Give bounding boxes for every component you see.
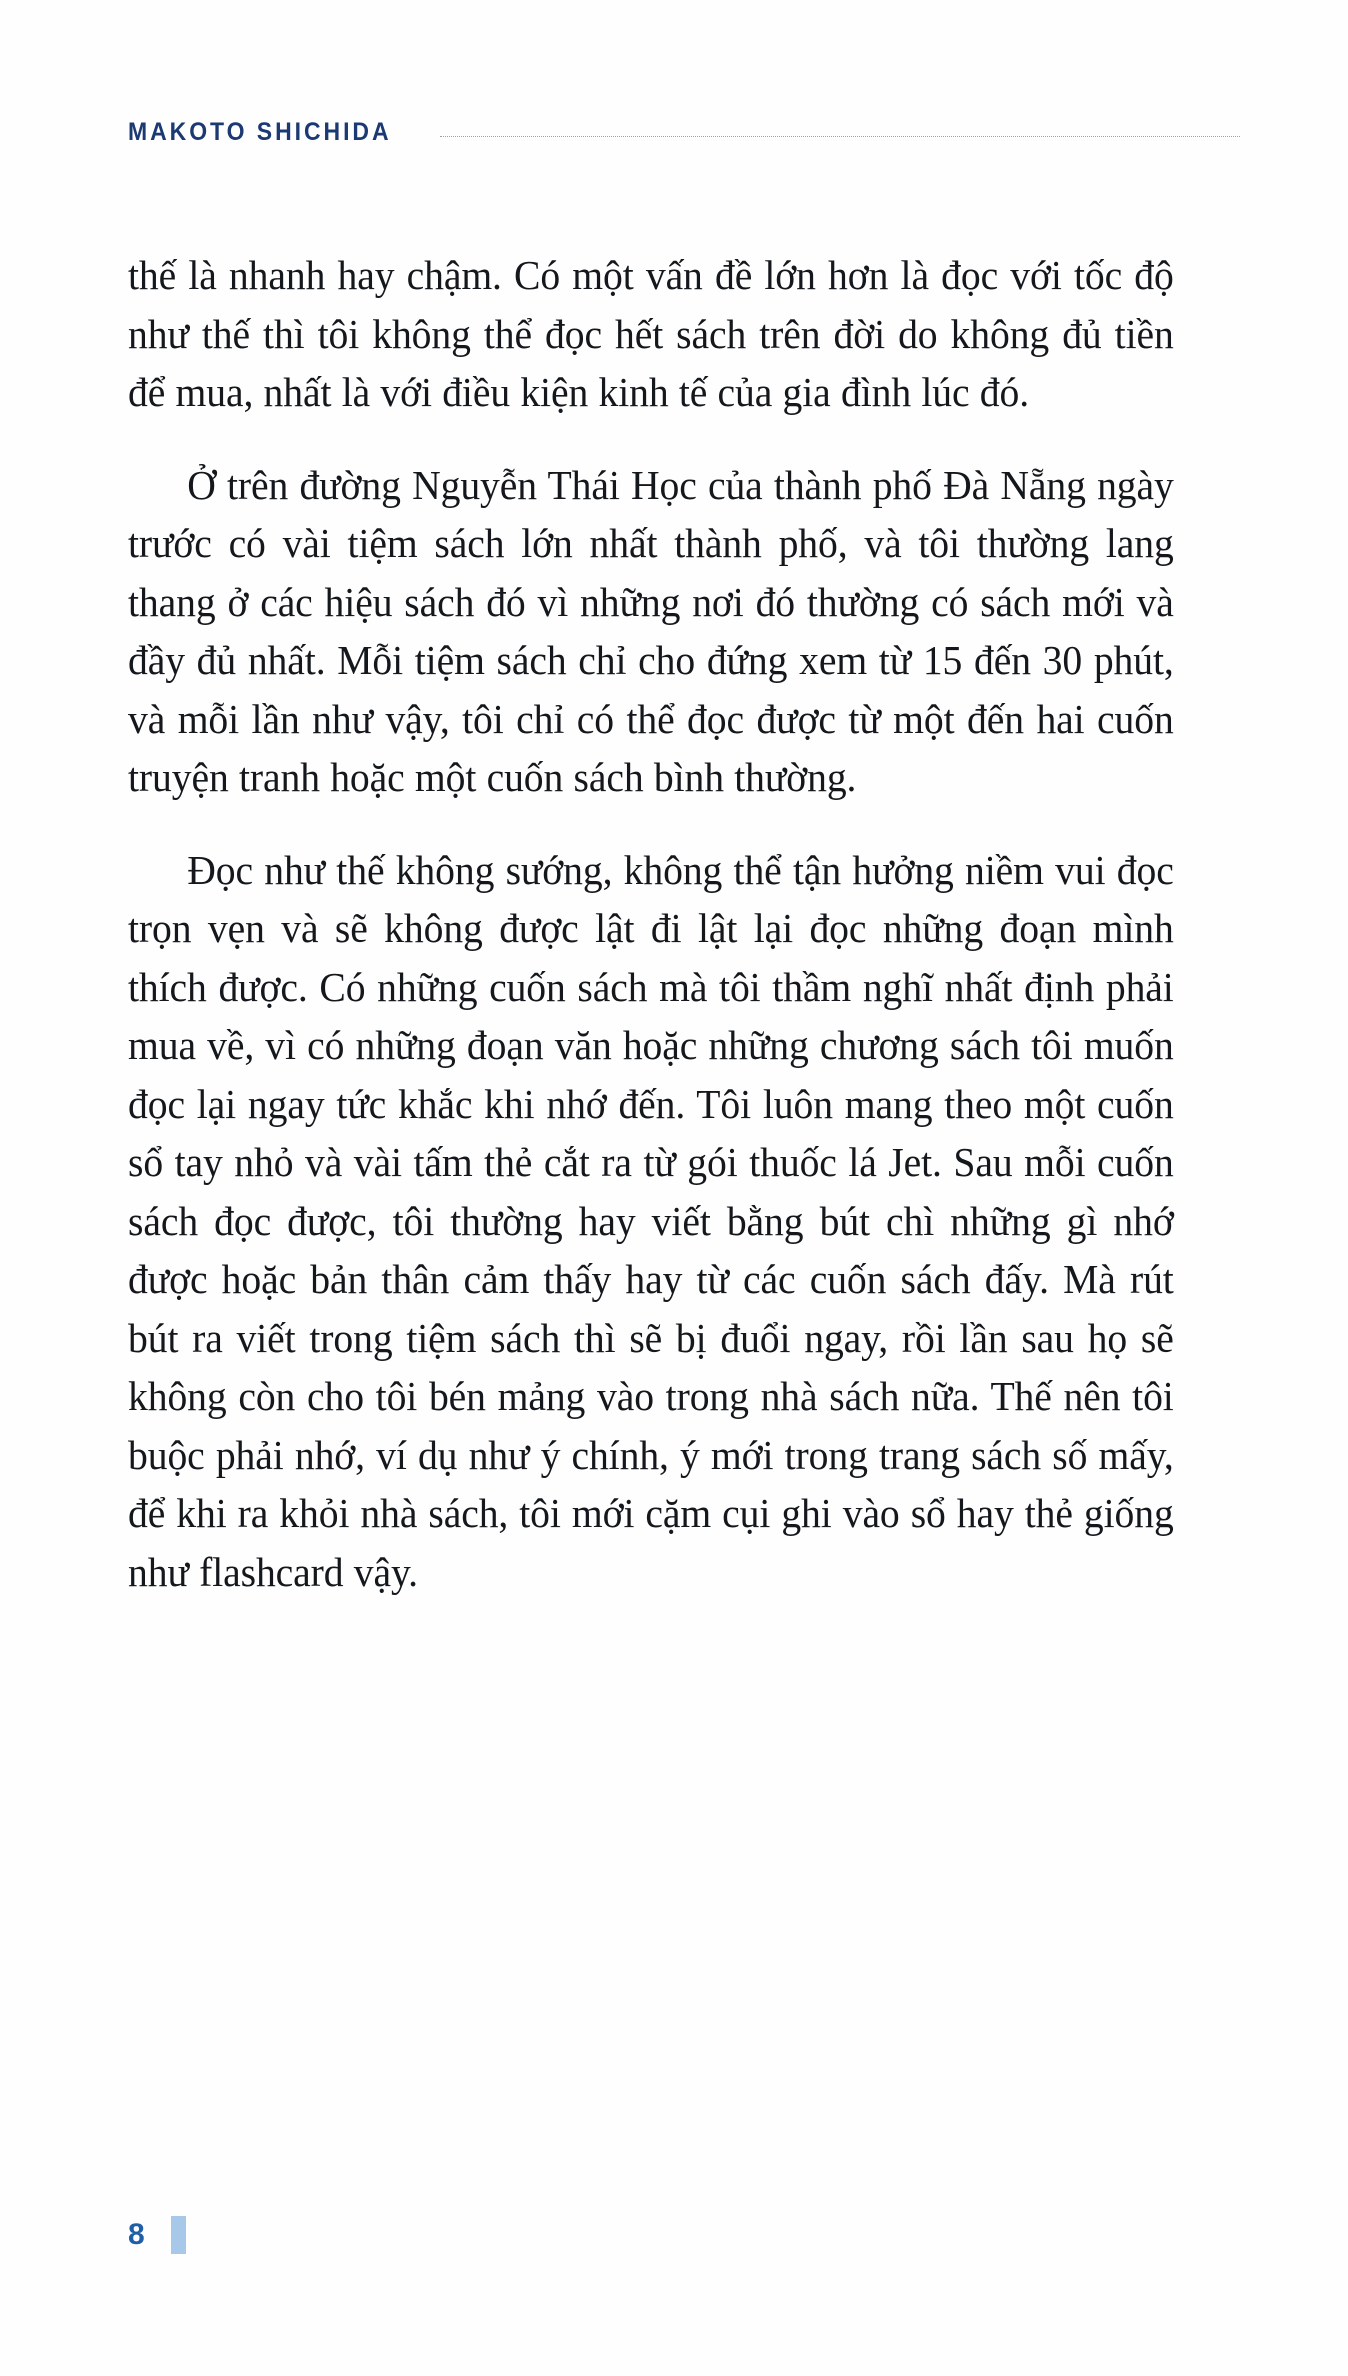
running-head-dotted-rule [440,136,1240,138]
page-footer [128,2216,186,2254]
paragraph-1: thế là nhanh hay chậm. Có một vấn đề lớn hơn là đọc với tốc độ như thế thì tôi không thể đọc hết sách trên đời do không đủ tiền để mua, nhất là với điều kiện kinh tế của gia đình lúc đó. [128,252,1174,415]
running-head [128,112,1240,152]
body-text-column [128,246,1223,1601]
folio-accent-bar [171,2216,186,2254]
paragraph-2: Ở trên đường Nguyễn Thái Học của thành phố Đà Nẵng ngày trước có vài tiệm sách lớn nhất thành phố, và tôi thường lang thang ở các hiệu sách đó vì những nơi đó thường có sách mới và đầy đủ nhất. Mỗi tiệm sách chỉ cho đứng xem từ 15 đến 30 phút, và mỗi lần như vậy, tôi chỉ có thể đọc được từ một đến hai cuốn truyện tranh hoặc một cuốn sách bình thường. [128,461,1174,800]
running-head-title: MAKOTO SHICHIDA [128,117,392,146]
page-number: 8 [128,2218,145,2251]
paragraph-3: Đọc như thế không sướng, không thể tận hưởng niềm vui đọc trọn vẹn và sẽ không được lật đi lật lại đọc những đoạn mình thích được. Có những cuốn sách mà tôi thầm nghĩ nhất định phải mua về, vì có những đoạn văn hoặc những chương sách tôi muốn đọc lại ngay tức khắc khi nhớ đến. Tôi luôn mang theo một cuốn sổ tay nhỏ và vài tấm thẻ cắt ra từ gói thuốc lá Jet. Sau mỗi cuốn sách đọc được, tôi thường hay viết bằng bút chì những gì nhớ được hoặc bản thân cảm thấy hay từ các cuốn sách đấy. Mà rút bút ra viết trong tiệm sách thì sẽ bị đuổi ngay, rồi lần sau họ sẽ không còn cho tôi bén mảng vào trong nhà sách nữa. Thế nên tôi buộc phải nhớ, ví dụ như ý chính, ý mới trong trang sách số mấy, để khi ra khỏi nhà sách, tôi mới cặm cụi ghi vào sổ hay thẻ giống như flashcard vậy. [128,846,1174,1595]
